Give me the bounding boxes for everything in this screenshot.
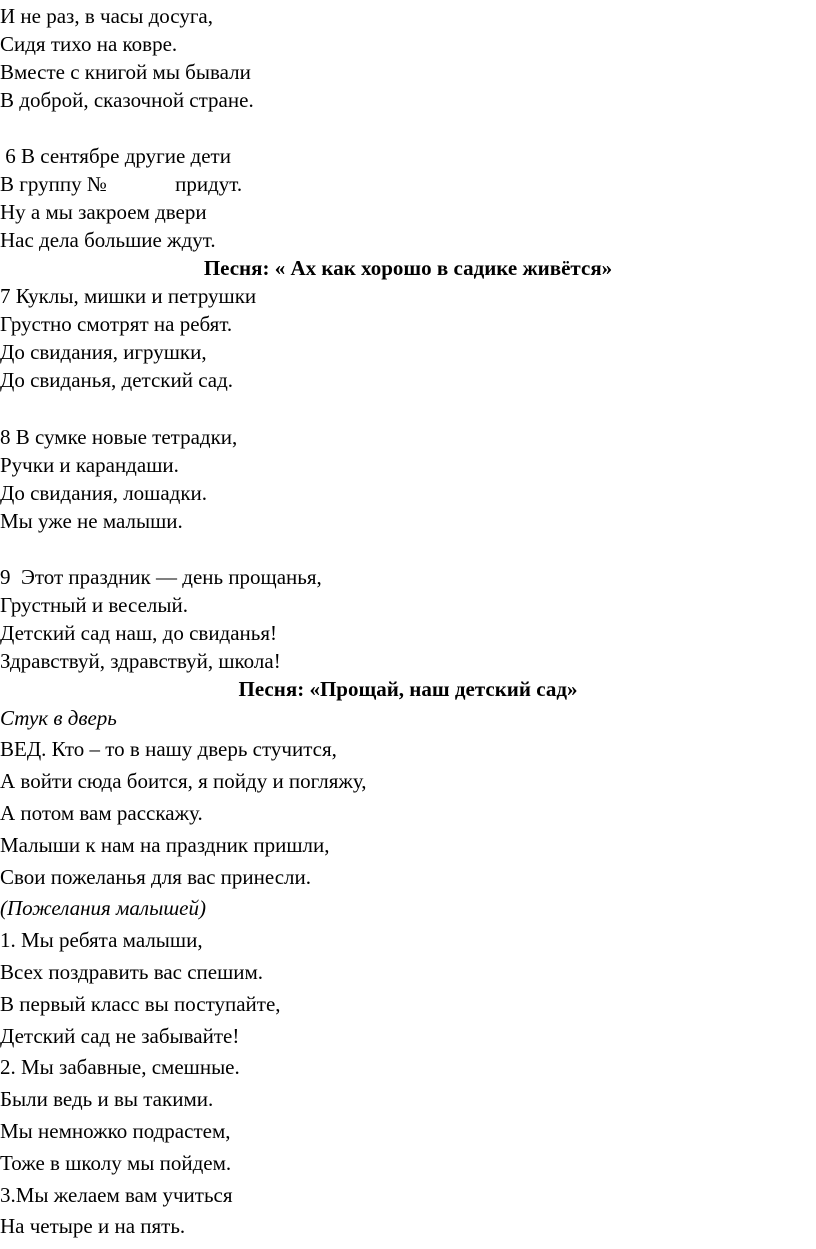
text-line: 9 Этот праздник — день прощанья, xyxy=(0,565,322,589)
text-line: До свидания, лошадки. xyxy=(0,481,208,505)
text-line: Сидя тихо на ковре. xyxy=(0,32,178,56)
text-line: В группу № придут. xyxy=(0,172,243,196)
text-line: 3.Мы желаем вам учиться xyxy=(0,1183,233,1207)
text-line: 7 Куклы, мишки и петрушки xyxy=(0,284,257,308)
text-line: Мы немножко подрастем, xyxy=(0,1119,231,1143)
stage-direction: Стук в дверь xyxy=(0,706,117,730)
text-line: Мы уже не малыши. xyxy=(0,509,183,533)
text-line: Детский сад наш, до свиданья! xyxy=(0,621,278,645)
text-line: 1. Мы ребята малыши, xyxy=(0,928,203,952)
song-heading: Песня: «Прощай, наш детский сад» xyxy=(238,677,578,701)
text-line: Малыши к нам на праздник пришли, xyxy=(0,833,330,857)
text-line: 6 В сентябре другие дети xyxy=(0,144,231,168)
text-line: Грустно смотрят на ребят. xyxy=(0,312,233,336)
text-line: В первый класс вы поступайте, xyxy=(0,992,281,1016)
text-line: Ручки и карандаши. xyxy=(0,453,179,477)
text-line: Здравствуй, здравствуй, школа! xyxy=(0,649,281,673)
text-line: 8 В сумке новые тетрадки, xyxy=(0,425,238,449)
text-line: На четыре и на пять. xyxy=(0,1214,186,1238)
text-line: Были ведь и вы такими. xyxy=(0,1087,214,1111)
text-line: ВЕД. Кто – то в нашу дверь стучится, xyxy=(0,737,337,761)
text-line: Вместе с книгой мы бывали xyxy=(0,60,251,84)
text-line: А потом вам расскажу. xyxy=(0,801,203,825)
text-line: Нас дела большие ждут. xyxy=(0,228,216,252)
song-heading: Песня: « Ах как хорошо в садике живётся» xyxy=(203,256,613,280)
text-line: Всех поздравить вас спешим. xyxy=(0,960,264,984)
text-line: Свои пожеланья для вас принесли. xyxy=(0,865,312,889)
text-line: А войти сюда боится, я пойду и погляжу, xyxy=(0,769,367,793)
text-line: 2. Мы забавные, смешные. xyxy=(0,1055,240,1079)
text-line: До свиданья, детский сад. xyxy=(0,368,234,392)
text-line: И не раз, в часы досуга, xyxy=(0,4,214,28)
text-line: До свидания, игрушки, xyxy=(0,340,207,364)
text-line: Грустный и веселый. xyxy=(0,593,188,617)
text-line: В доброй, сказочной стране. xyxy=(0,88,254,112)
text-line: Детский сад не забывайте! xyxy=(0,1024,240,1048)
text-line: Ну а мы закроем двери xyxy=(0,200,207,224)
stage-direction: (Пожелания малышей) xyxy=(0,896,206,920)
text-line: Тоже в школу мы пойдем. xyxy=(0,1151,232,1175)
